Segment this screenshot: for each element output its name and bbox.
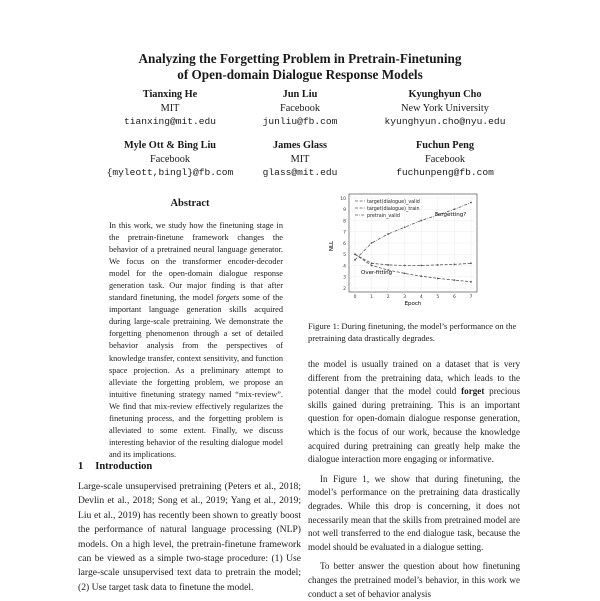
author-affiliation: Facebook xyxy=(149,153,191,165)
paragraph: To better answer the question about how finetuning changes the pretrained model’s behavior, in this work we conduct a set of behavior analysis xyxy=(308,561,520,599)
author-affiliation: New York University xyxy=(401,102,489,114)
data-point xyxy=(387,264,389,266)
author-email: junliu@fb.com xyxy=(262,116,338,127)
right-column-text xyxy=(308,358,520,601)
abstract-text-a: In this work, we study how the finetuning stage in the pretrain-finetune framework changes the behavior of a pretrained neural language generator. We focus on the transformer encoder-decoder model for the open-domain dialogue response generation task. Our major finding is that after standard finetuning, the model xyxy=(109,221,283,303)
author-email: glass@mit.edu xyxy=(262,167,338,178)
author-name: Jun Liu xyxy=(282,89,318,100)
data-point xyxy=(437,264,439,266)
y-tick-label: 8 xyxy=(343,219,346,225)
y-tick-label: 5 xyxy=(343,253,346,259)
author-block xyxy=(240,88,360,129)
data-point xyxy=(420,275,422,277)
data-point xyxy=(371,242,373,244)
abstract-text-b: some of the important language generation skills acquired during large-scale pretraining. We demonstrate the forgetting phenomenon through a set of detailed behavior analysis from the perspectives of knowledge transfer, context sensitivity, and function space projection. As a preliminary attempt to alleviate the forgetting problem, we propose an intuitive finetuning strategy named “mix-review”. We find that mix-review effectively regularizes the finetuning process, and the forgetting problem is alleviated to some extent. Finally, we discuss interesting behavior of the resulting dialogue model and its implications. xyxy=(109,293,283,459)
data-point xyxy=(454,279,456,281)
paper-title xyxy=(0,51,600,83)
author-block xyxy=(365,139,525,180)
data-point xyxy=(371,262,373,264)
data-point xyxy=(454,208,456,210)
y-tick-label: 2 xyxy=(343,286,346,292)
abstract-heading: Abstract xyxy=(170,198,210,209)
author-name: Myle Ott & Bing Liu xyxy=(123,140,217,151)
author-affiliation: MIT xyxy=(160,102,180,114)
author-email: tianxing@mit.edu xyxy=(123,116,217,127)
y-tick-label: 3 xyxy=(343,275,346,281)
y-tick-label: 9 xyxy=(343,208,346,214)
y-axis-ticks xyxy=(340,196,346,292)
y-tick-label: 7 xyxy=(343,230,346,236)
data-point xyxy=(470,202,472,204)
section-number: 1 xyxy=(78,461,84,472)
x-axis-label: Epoch xyxy=(404,301,422,307)
author-name: Fuchun Peng xyxy=(415,140,475,151)
author-affiliation: Facebook xyxy=(424,153,466,165)
title-line-1: Analyzing the Forgetting Problem in Pretrain-Finetuning xyxy=(138,51,462,66)
x-tick-label: 0 xyxy=(353,295,357,300)
introduction-paragraph: Large-scale unsupervised pretraining (Peters et al., 2018; Devlin et al., 2018; Song et al., 2019; Yang et al., 2019; Liu et al., 2019) has recently been shown to greatly boost the performance of natural language processing (NLP) models. On a high level, the pretrain-finetune framework can be viewed as a simple two-stage procedure: (1) Use large-scale unsupervised text data to pretrain the model; (2) Use target task data to finetune the model. xyxy=(78,481,301,593)
data-point xyxy=(404,265,406,267)
x-tick-label: 2 xyxy=(386,295,390,300)
data-point xyxy=(420,265,422,267)
author-name: Kyunghyun Cho xyxy=(408,89,482,100)
abstract-body xyxy=(109,220,283,461)
data-point xyxy=(420,220,422,222)
author-name: James Glass xyxy=(272,140,328,151)
para-text: precious skills gained during pretraining. This is an important question for open-domain dialogue response generation, which is the focus of our work, because the knowledge acquired during pretraining can greatly help make the dialogue interaction more engaging or informative. xyxy=(308,386,520,465)
legend-label: target(dialogue)_train xyxy=(367,206,420,212)
data-point xyxy=(387,233,389,235)
annotation-overfitting: Over-fitting xyxy=(361,270,393,276)
author-block xyxy=(240,139,360,180)
x-tick-label: 5 xyxy=(436,295,440,300)
author-name: Tianxing He xyxy=(142,89,198,100)
y-axis-label: NLL xyxy=(329,240,335,252)
x-tick-label: 1 xyxy=(370,295,374,300)
para-bold: forget xyxy=(461,386,485,397)
figure-1-chart xyxy=(325,190,485,308)
y-tick-label: 6 xyxy=(343,241,346,247)
author-email: {myleott,bingl}@fb.com xyxy=(106,167,234,178)
data-point xyxy=(470,281,472,283)
author-block xyxy=(90,139,250,180)
section-heading xyxy=(78,461,152,472)
author-block xyxy=(365,88,525,129)
x-tick-label: 3 xyxy=(403,295,407,300)
legend-label: pretrain_valid xyxy=(367,213,400,219)
data-point xyxy=(404,226,406,228)
legend-label: target(dialogue)_valid xyxy=(367,199,420,205)
data-point xyxy=(437,278,439,280)
x-tick-label: 6 xyxy=(452,295,456,300)
x-tick-label: 7 xyxy=(469,295,473,300)
x-tick-label: 4 xyxy=(419,295,423,300)
data-point xyxy=(454,263,456,265)
section-title: Introduction xyxy=(95,461,153,472)
author-affiliation: Facebook xyxy=(279,102,321,114)
data-point xyxy=(354,259,356,261)
data-point xyxy=(354,253,356,255)
abstract-emphasis: forgets xyxy=(216,293,240,303)
paragraph xyxy=(308,358,520,467)
paragraph: In Figure 1, we show that during finetuning, the model’s performance on the pretraining data drastically degrades. While this drop is concerning, it does not necessarily mean that the skills from pretrained model are not well transferred to the end dialogue task, because the model should be evaluated in a dialogue setting. xyxy=(308,473,520,552)
data-point xyxy=(371,265,373,267)
data-point xyxy=(404,272,406,274)
x-axis-ticks xyxy=(354,294,473,300)
y-tick-label: 10 xyxy=(340,196,346,202)
figure-1-caption: Figure 1: During finetuning, the model’s performance on the pretraining data drastically degrades. xyxy=(308,321,517,344)
author-email: fuchunpeng@fb.com xyxy=(396,167,494,178)
author-email: kyunghyun.cho@nyu.edu xyxy=(384,116,506,127)
para-text: the model is usually trained on a dataset that is very different from the pretraining data, which leads to the potential danger that the model could xyxy=(308,359,520,397)
data-point xyxy=(470,262,472,264)
title-line-2: of Open-domain Dialogue Response Models xyxy=(177,67,423,82)
y-tick-label: 4 xyxy=(343,264,346,270)
author-affiliation: MIT xyxy=(290,153,310,165)
annotation-forgetting: Forgetting? xyxy=(435,212,467,218)
author-block xyxy=(100,88,240,129)
